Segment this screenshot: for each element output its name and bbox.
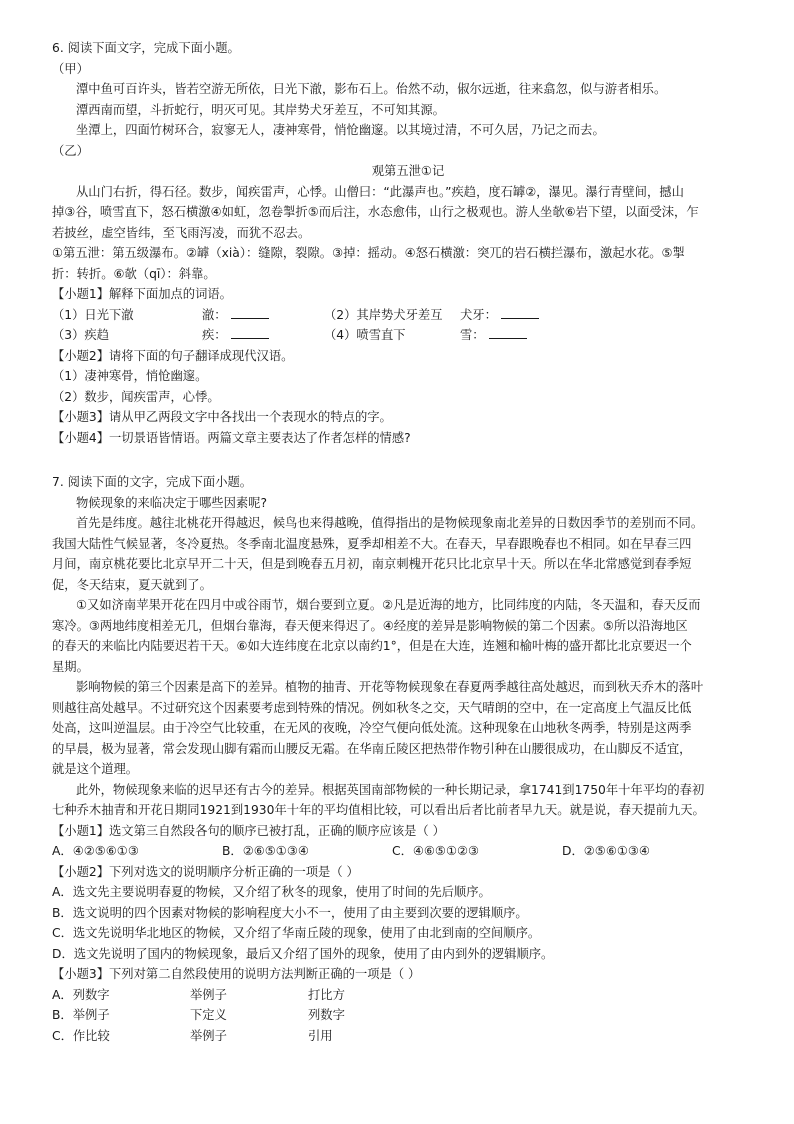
sub-question-2: 【小题2】请将下面的句子翻译成现代汉语。	[52, 348, 294, 363]
choice-method: 列数字	[308, 1008, 345, 1022]
passage-line: 促，冬天结束，夏天就到了。	[52, 577, 212, 592]
passage-line: 星期。	[52, 659, 89, 674]
passage-yi-title: 观第五泄①记	[371, 164, 445, 178]
choice-option[interactable]: C．选文先说明华北地区的物候，又介绍了华南丘陵的现象，使用了由北到南的空间顺序。	[52, 926, 541, 940]
passage-line: 七种乔木抽青和开花日期同1921到1930年十年的平均值相比较，可以看出后者比前者早九天。就是说，春天提前九天。	[52, 803, 705, 817]
choice-row	[52, 841, 764, 862]
vocab-term: 犬牙：	[460, 307, 497, 322]
passage-yi-label: （乙）	[52, 143, 89, 158]
passage-line: 月间，南京桃花要比北京早开二十天，但是到晚春五月初，南京刺槐开花只比北京早十天。所以在华北常感觉到春季短	[52, 557, 692, 571]
choice-option[interactable]: B．举例子	[52, 1008, 110, 1022]
choice-option[interactable]: B．选文说明的四个因素对物候的影响程度大小不一，使用了由主要到次要的逻辑顺序。	[52, 905, 528, 920]
passage-line: ①又如济南苹果开花在四月中或谷雨节，烟台要到立夏。②凡是近海的地方，比同纬度的内陆，冬天温和，春天反而	[76, 598, 701, 612]
passage-line: 我国大陆性气候显著，冬冷夏热。冬季南北温度悬殊，夏季却相差不大。在春天，早春跟晚春也不相同。如在早春三四	[52, 536, 692, 551]
translation-item: （1）凄神寒骨，悄怆幽邃。	[52, 369, 208, 383]
choice-method: 举例子	[190, 987, 227, 1002]
vocab-phrase: （3）疾趋	[52, 328, 110, 342]
passage-line: 影响物候的第三个因素是高下的差异。植物的抽青、开花等物候现象在春夏两季越往高处越迟，而到秋天乔木的落叶	[76, 680, 704, 694]
passage-jia-paragraph: 潭中鱼可百许头，皆若空游无所依，日光下澈，影布石上。佁然不动，俶尔远逝，往来翕忽，似与游者相乐。	[76, 82, 667, 96]
sub-question-3: 【小题3】下列对第二自然段使用的说明方法判断正确的一项是（ ）	[52, 967, 421, 981]
vocab-phrase: （2）其岸势犬牙差互	[324, 307, 443, 322]
choice-option[interactable]: B．②⑥⑤①③④	[222, 844, 309, 858]
answer-blank[interactable]	[501, 306, 539, 319]
choice-option[interactable]: C．作比较	[52, 1028, 110, 1043]
sub-question-2: 【小题2】下列对选文的说明顺序分析正确的一项是（ ）	[52, 864, 359, 879]
passage-line: 首先是纬度。越往北桃花开得越迟，候鸟也来得越晚，值得指出的是物候现象南北差异的日数因季节的差别而不同。	[76, 516, 704, 530]
passage-jia-paragraph: 潭西南而望，斗折蛇行，明灭可见。其岸势犬牙差互，不可知其源。	[76, 102, 445, 117]
sub-question-3: 【小题3】请从甲乙两段文字中各找出一个表现水的特点的字。	[52, 410, 392, 424]
passage-line: 的春天的来临比内陆要迟若干天。⑥如大连纬度在北京以南约1°，但是在大连，连翘和榆叶梅的盛开都比北京要迟一个	[52, 639, 692, 653]
passage-line: 此外，物候现象来临的迟早还有古今的差异。根据英国南部物候的一种长期记录，拿1741到1750年十年平均的春初	[76, 782, 705, 797]
passage-heading: 物候现象的来临决定于哪些因素呢?	[76, 495, 267, 510]
passage-yi-line: 从山门右折，得石径。数步，闻疾雷声，心悸。山僧曰：“此瀑声也。”疾趋，度石罅②，瀑见。瀑行青壁间，撼山	[76, 184, 684, 199]
annotation-line: ①第五泄：第五级瀑布。②罅（xià）：缝隙，裂隙。③掉：摇动。④怒石横激：突兀的岩石横拦瀑布，激起水花。⑤掣	[52, 246, 685, 260]
passage-line: 则越往高处越早。不过研究这个因素要考虑到特殊的情况。例如秋冬之交，天气晴朗的空中，在一定高度上气温反比低	[52, 700, 692, 715]
choice-row[interactable]	[52, 985, 764, 1006]
vocab-answer	[202, 325, 324, 346]
passage-line: 寒冷。③两地纬度相差无几，但烟台靠海，春天便来得迟了。④经度的差异是影响物候的第二个因素。⑤所以沿海地区	[52, 618, 688, 633]
vocab-phrase: （1）日光下澈	[52, 307, 134, 322]
vocab-phrase: （4）喷雪直下	[324, 328, 406, 342]
vocab-row	[52, 305, 764, 326]
choice-method: 引用	[308, 1028, 333, 1043]
choice-row[interactable]	[52, 1026, 764, 1047]
choice-option[interactable]: A．选文先主要说明春夏的物候，又介绍了秋冬的现象，使用了时间的先后顺序。	[52, 885, 491, 899]
choice-option[interactable]: A．列数字	[52, 987, 110, 1002]
passage-line: 的早晨，极为显著，常会发现山脚有霜而山腰反无霜。在华南丘陵区把热带作物引种在山腰很成功，在山脚反不适宜，	[52, 741, 692, 756]
passage-line: 处高，这叫逆温层。由于冷空气比较重，在无风的夜晚，冷空气便向低处流。这种现象在山地秋冬两季，特别是这两季	[52, 721, 692, 735]
annotation-line: 折：转折。⑥欹（qī）：斜靠。	[52, 266, 216, 281]
answer-blank[interactable]	[231, 326, 269, 339]
worksheet-page	[52, 38, 764, 1046]
question-7-title: 7. 阅读下面的文字，完成下面小题。	[52, 475, 253, 489]
sub-question-1: 【小题1】选文第三自然段各句的顺序已被打乱，正确的顺序应该是（ ）	[52, 823, 445, 838]
choice-option[interactable]: D．②⑤⑥①③④	[562, 844, 650, 858]
choice-option[interactable]: D．选文先说明了国内的物候现象，最后又介绍了国外的现象，使用了由内到外的逻辑顺序。	[52, 946, 554, 961]
sub-question-4: 【小题4】一切景语皆情语。两篇文章主要表达了作者怎样的情感?	[52, 430, 411, 445]
vocab-answer	[460, 305, 539, 326]
question-6-title: 6. 阅读下面文字，完成下面小题。	[52, 41, 240, 55]
answer-blank[interactable]	[231, 306, 269, 319]
translation-item: （2）数步，闻疾雷声，心悸。	[52, 389, 220, 404]
passage-yi-line: 若披丝，虚空皆纬，至飞雨泻凌，而犹不忍去。	[52, 225, 311, 240]
choice-option[interactable]: C．④⑥⑤①②③	[392, 844, 480, 858]
choice-method: 举例子	[190, 1028, 227, 1043]
vocab-answer	[460, 325, 527, 346]
vocab-term: 澈：	[202, 307, 227, 322]
choice-method: 打比方	[308, 987, 345, 1002]
vocab-row	[52, 325, 764, 346]
passage-line: 就是这个道理。	[52, 762, 139, 776]
choice-method: 下定义	[190, 1008, 227, 1022]
passage-yi-line: 掉③谷，喷雪直下，怒石横激④如虹，忽卷掣折⑤而后注，水态愈伟，山行之极观也。游人坐欹⑥岩下望，以面受沫，乍	[52, 205, 699, 219]
choice-row[interactable]	[52, 1005, 764, 1026]
answer-blank[interactable]	[489, 326, 527, 339]
section-gap	[52, 448, 764, 472]
vocab-term: 雪：	[460, 328, 485, 342]
vocab-term: 疾：	[202, 328, 227, 342]
passage-jia-paragraph: 坐潭上，四面竹树环合，寂寥无人，凄神寒骨，悄怆幽邃。以其境过清，不可久居，乃记之而去。	[76, 123, 605, 137]
choice-option[interactable]: A．④②⑤⑥①③	[52, 844, 139, 858]
sub-question-1: 【小题1】解释下面加点的词语。	[52, 287, 232, 301]
passage-jia-label: （甲）	[52, 61, 89, 76]
vocab-answer	[202, 305, 324, 326]
